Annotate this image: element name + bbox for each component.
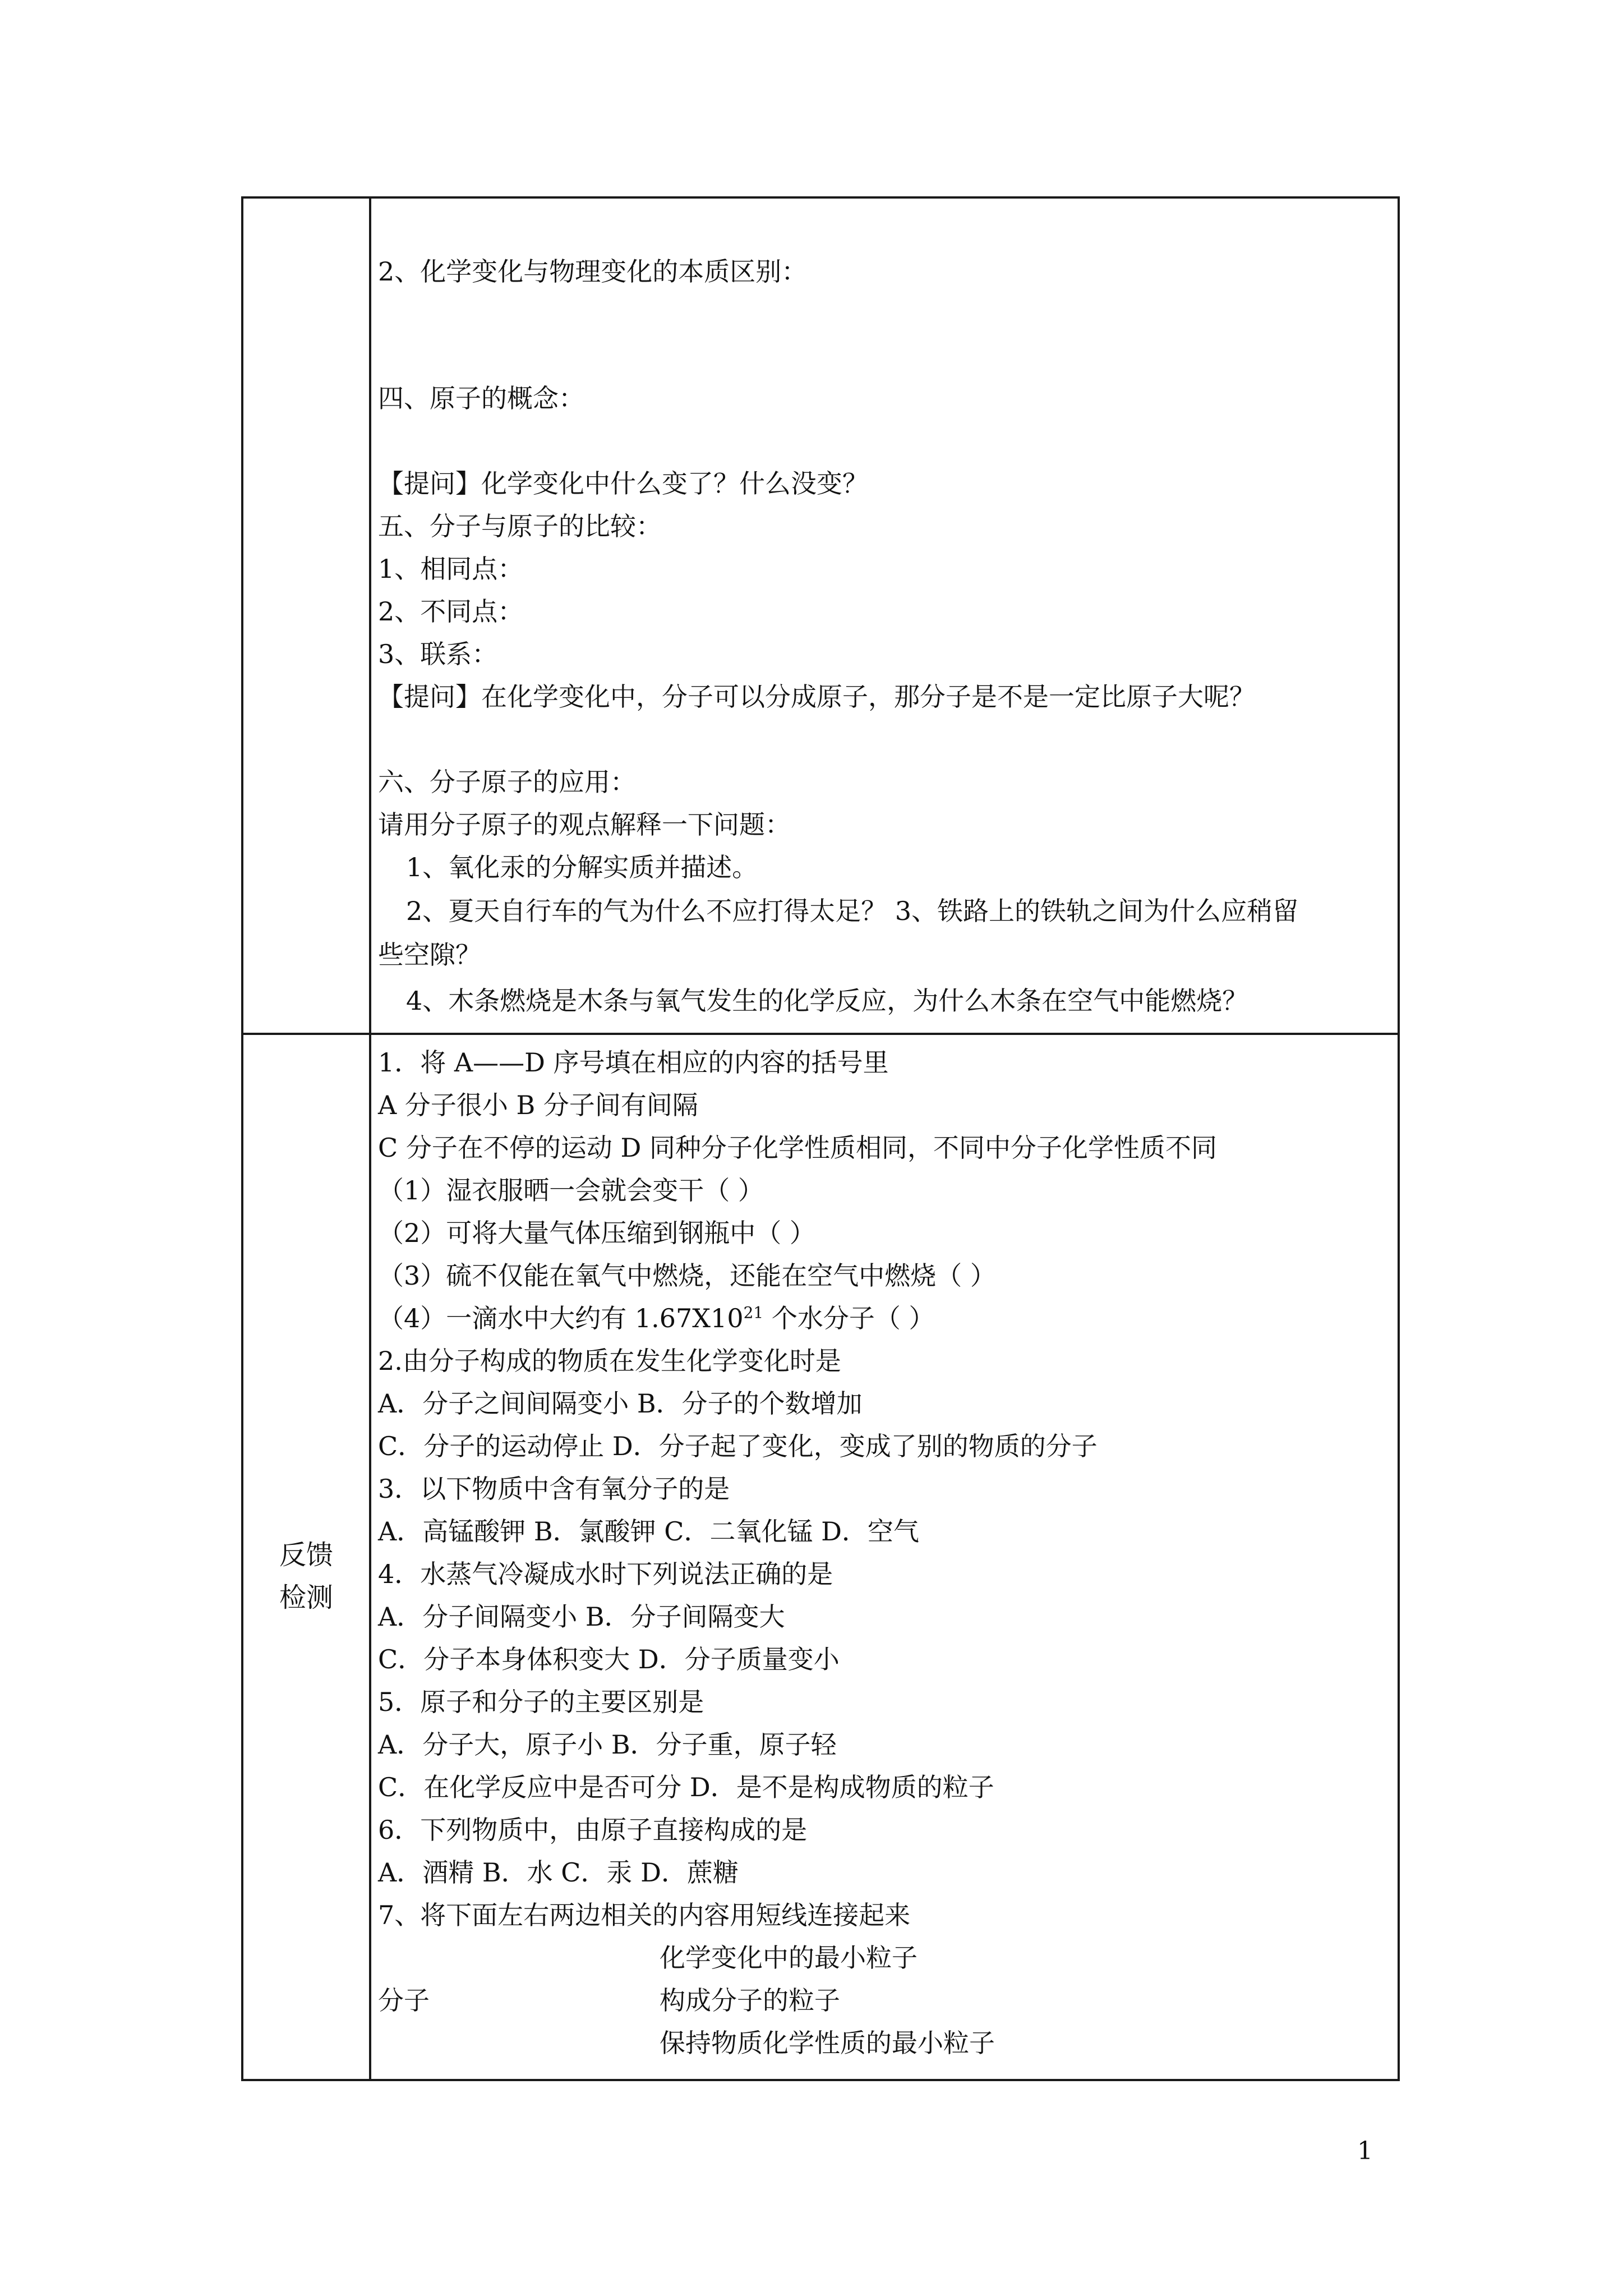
option-line: A．分子间隔变小 B．分子间隔变大 xyxy=(378,1602,785,1632)
question-line: 3．以下物质中含有氧分子的是 xyxy=(378,1474,730,1504)
page-number: 1 xyxy=(1357,2137,1373,2165)
matching-right-item: 保持物质化学性质的最小粒子 xyxy=(660,2028,995,2058)
option-line: A．分子之间间隔变小 B．分子的个数增加 xyxy=(378,1388,863,1419)
question-line: 1、相同点： xyxy=(378,554,524,584)
question-line: 2.由分子构成的物质在发生化学变化时是 xyxy=(378,1346,841,1376)
question-line: 【提问】化学变化中什么变了？什么没变？ xyxy=(378,468,868,499)
matching-right-item: 构成分子的粒子 xyxy=(660,1985,840,2016)
question-line: 1、氧化汞的分解实质并描述。 xyxy=(406,852,758,882)
question-line: 4、木条燃烧是木条与氧气发生的化学反应，为什么木条在空气中能燃烧？ xyxy=(406,986,1248,1016)
section-heading: 六、分子原子的应用： xyxy=(378,767,636,797)
option-line: C 分子在不停的运动 D 同种分子化学性质相同，不同中分子化学性质不同 xyxy=(378,1133,1217,1163)
question-line: 2、夏天自行车的气为什么不应打得太足？ 3、铁路上的铁轨之间为什么应稍留 xyxy=(406,896,1299,926)
question-line: 5．原子和分子的主要区别是 xyxy=(378,1687,704,1717)
question-line: （1）湿衣服晒一会就会变干（ ） xyxy=(378,1175,764,1205)
feedback-label: 反馈 检测 xyxy=(279,1539,333,1613)
table-row-divider xyxy=(243,1033,1398,1035)
question-line: 4．水蒸气冷凝成水时下列说法正确的是 xyxy=(378,1559,833,1589)
question-line: （4）一滴水中大约有 $1.67X10^{21}$ 个水分子（ ） xyxy=(378,1303,935,1333)
question-line: 3、联系： xyxy=(378,639,498,669)
question-line: 2、化学变化与物理变化的本质区别： xyxy=(378,256,808,287)
section-heading: 五、分子与原子的比较： xyxy=(378,511,662,541)
question-line: （2）可将大量气体压缩到钢瓶中（ ） xyxy=(378,1218,815,1248)
matching-right-item: 化学变化中的最小粒子 xyxy=(660,1943,917,1973)
matching-left-item: 分子 xyxy=(378,1985,430,2016)
option-line: A．酒精 B．水 C．汞 D．蔗糖 xyxy=(378,1857,739,1888)
question-line: 7、将下面左右两边相关的内容用短线连接起来 xyxy=(378,1900,911,1930)
option-line: A．分子大，原子小 B．分子重，原子轻 xyxy=(378,1729,837,1760)
question-line: 1．将 A——D 序号填在相应的内容的括号里 xyxy=(378,1047,889,1078)
option-line: C．分子的运动停止 D．分子起了变化，变成了别的物质的分子 xyxy=(378,1431,1098,1461)
option-line: C．在化学反应中是否可分 D．是不是构成物质的粒子 xyxy=(378,1772,994,1802)
question-line: 【提问】在化学变化中，分子可以分成原子，那分子是不是一定比原子大呢？ xyxy=(378,682,1255,712)
question-line: （3）硫不仅能在氧气中燃烧，还能在空气中燃烧（ ） xyxy=(378,1260,996,1291)
question-line: 2、不同点： xyxy=(378,596,524,627)
question-line: 些空隙？ xyxy=(378,940,481,970)
question-line: 6．下列物质中，由原子直接构成的是 xyxy=(378,1815,808,1845)
option-line: C．分子本身体积变大 D．分子质量变小 xyxy=(378,1644,840,1674)
option-line: A 分子很小 B 分子间有间隔 xyxy=(378,1090,698,1120)
question-line: 请用分子原子的观点解释一下问题： xyxy=(378,809,791,840)
option-line: A．高锰酸钾 B．氯酸钾 C．二氧化锰 D．空气 xyxy=(378,1516,919,1547)
section-heading: 四、原子的概念： xyxy=(378,383,584,413)
table-column-divider xyxy=(369,199,371,2079)
worksheet-table xyxy=(241,196,1400,2081)
